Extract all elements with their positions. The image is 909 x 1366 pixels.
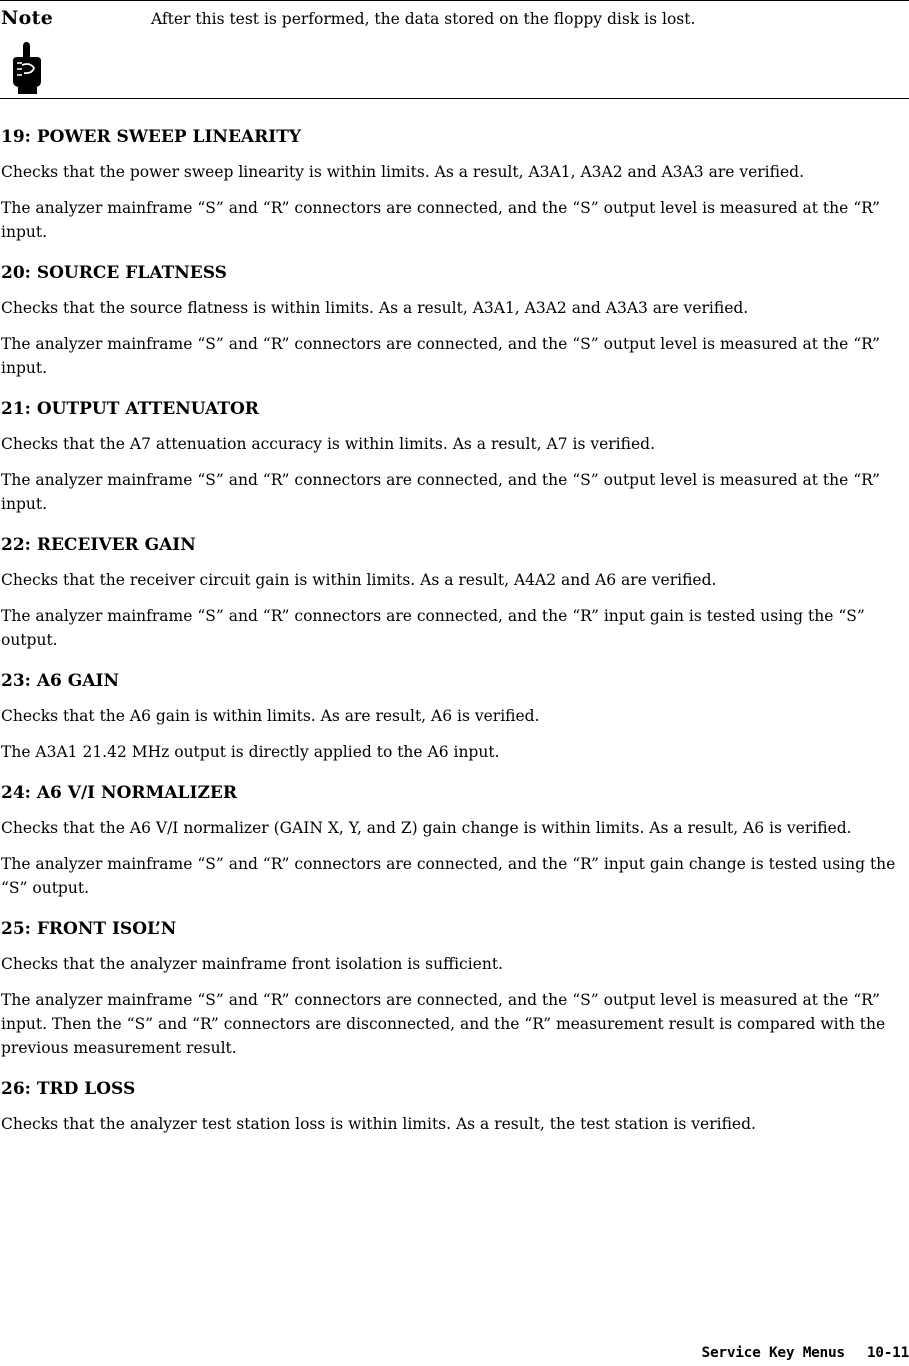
note-text: After this test is performed, the data stored on the floppy disk is lost. xyxy=(151,10,696,28)
section-heading: 20: SOURCE FLATNESS xyxy=(1,263,227,283)
section-26 xyxy=(1,1078,907,1136)
section-heading: 23: A6 GAIN xyxy=(1,671,119,691)
page-number: 10-11 xyxy=(866,1345,909,1361)
test-descriptions xyxy=(1,126,907,1148)
section-paragraph: The analyzer mainframe “S” and “R” connectors are connected, and the “R” input gain change is tested using the “S” output. xyxy=(1,855,896,897)
note-label: Note xyxy=(1,7,54,29)
section-heading: 24: A6 V/I NORMALIZER xyxy=(1,783,237,803)
section-paragraph: Checks that the analyzer test station loss is within limits. As a result, the test station is verified. xyxy=(1,1115,756,1133)
section-19 xyxy=(1,126,907,244)
section-20 xyxy=(1,262,907,380)
section-21 xyxy=(1,398,907,516)
section-heading: 22: RECEIVER GAIN xyxy=(1,535,196,555)
section-paragraph: The analyzer mainframe “S” and “R” connectors are connected, and the “S” output level is measured at the “R” input. xyxy=(1,199,880,241)
section-paragraph: The analyzer mainframe “S” and “R” connectors are connected, and the “S” output level is measured at the “R” input. Then the “S” and “R” connectors are disconnected, and the “R” measurement result is compared with the previous measurement result. xyxy=(1,991,886,1057)
section-paragraph: The analyzer mainframe “S” and “R” connectors are connected, and the “S” output level is measured at the “R” input. xyxy=(1,335,880,377)
section-heading: 19: POWER SWEEP LINEARITY xyxy=(1,127,301,147)
section-heading: 26: TRD LOSS xyxy=(1,1079,136,1099)
section-paragraph: Checks that the A6 V/I normalizer (GAIN X, Y, and Z) gain change is within limits. As a result, A6 is verified. xyxy=(1,819,852,837)
section-25 xyxy=(1,918,907,1060)
section-heading: 25: FRONT ISOL’N xyxy=(1,919,177,939)
section-paragraph: Checks that the source flatness is within limits. As a result, A3A1, A3A2 and A3A3 are verified. xyxy=(1,299,749,317)
section-heading: 21: OUTPUT ATTENUATOR xyxy=(1,399,259,419)
section-paragraph: Checks that the A6 gain is within limits. As are result, A6 is verified. xyxy=(1,707,540,725)
section-paragraph: Checks that the analyzer mainframe front isolation is sufficient. xyxy=(1,955,503,973)
section-22 xyxy=(1,534,907,652)
section-paragraph: Checks that the receiver circuit gain is within limits. As a result, A4A2 and A6 are verified. xyxy=(1,571,717,589)
note-box xyxy=(0,0,909,99)
section-23 xyxy=(1,670,907,764)
section-paragraph: Checks that the power sweep linearity is within limits. As a result, A3A1, A3A2 and A3A3 are verified. xyxy=(1,163,804,181)
pointing-hand-icon xyxy=(8,41,44,95)
footer-section-title: Service Key Menus xyxy=(701,1345,845,1361)
page-footer xyxy=(702,1345,909,1361)
section-paragraph: The A3A1 21.42 MHz output is directly applied to the A6 input. xyxy=(1,743,500,761)
section-24 xyxy=(1,782,907,900)
section-paragraph: The analyzer mainframe “S” and “R” connectors are connected, and the “R” input gain is tested using the “S” output. xyxy=(1,607,865,649)
section-paragraph: Checks that the A7 attenuation accuracy is within limits. As a result, A7 is verified. xyxy=(1,435,656,453)
section-paragraph: The analyzer mainframe “S” and “R” connectors are connected, and the “S” output level is measured at the “R” input. xyxy=(1,471,880,513)
